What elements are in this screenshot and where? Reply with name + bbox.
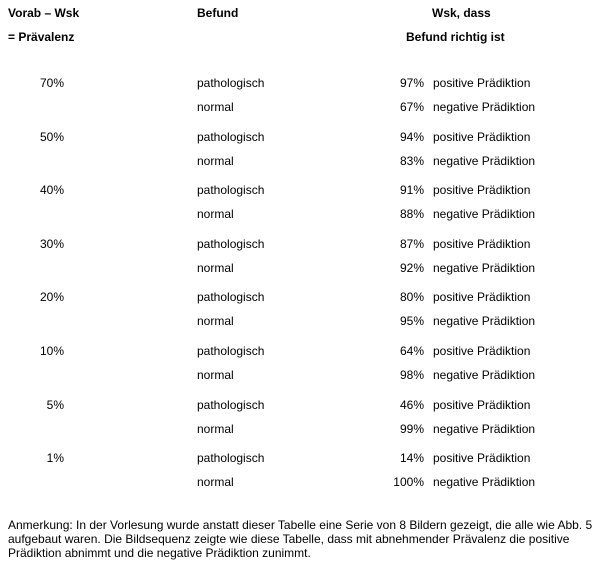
predictive-value: 87%: [399, 237, 424, 251]
finding-label: pathologisch: [197, 76, 265, 90]
prediction-type: negative Prädiktion: [433, 475, 536, 489]
prevalence-value: 5%: [46, 398, 64, 412]
finding-label: pathologisch: [197, 183, 265, 197]
prevalence-header-line1: Vorab – Wsk: [8, 6, 80, 20]
finding-label: normal: [197, 475, 234, 489]
prediction-type: negative Prädiktion: [433, 314, 536, 328]
annotation-note: Anmerkung: In der Vorlesung wurde anstatt dieser Tabelle eine Serie von 8 Bildern gezeigt, die alle wie Abb. 5 aufgebaut waren. Die Bildsequenz zeigte wie diese Tabelle, dass mit abnehmender Prävalenz die positive Prädiktion abnimmt und die negative Prädiktion zunimmt.: [8, 518, 593, 560]
prevalence-header-line2: = Prävalenz: [8, 30, 75, 44]
prevalence-value: 1%: [46, 451, 64, 465]
prediction-type: negative Prädiktion: [433, 422, 536, 436]
finding-label: normal: [197, 100, 234, 114]
prediction-type: positive Prädiktion: [433, 451, 531, 465]
probability-header-line2: Befund richtig ist: [406, 30, 505, 44]
prevalence-value: 50%: [39, 130, 64, 144]
prevalence-value: 70%: [39, 76, 64, 90]
predictive-value: 14%: [399, 451, 424, 465]
finding-label: normal: [197, 314, 234, 328]
finding-label: pathologisch: [197, 451, 265, 465]
finding-header: Befund: [197, 6, 239, 20]
predictive-value: 92%: [399, 261, 424, 275]
finding-label: pathologisch: [197, 290, 265, 304]
prediction-type: negative Prädiktion: [433, 207, 536, 221]
prediction-type: positive Prädiktion: [433, 398, 531, 412]
predictive-value: 88%: [399, 207, 424, 221]
predictive-value: 46%: [399, 398, 424, 412]
predictive-value: 94%: [399, 130, 424, 144]
prediction-type: negative Prädiktion: [433, 261, 536, 275]
predictive-value: 98%: [399, 368, 424, 382]
prevalence-value: 30%: [39, 237, 64, 251]
prediction-type: positive Prädiktion: [433, 344, 531, 358]
prediction-type: positive Prädiktion: [433, 290, 531, 304]
predictive-value: 100%: [393, 475, 424, 489]
finding-label: normal: [197, 368, 234, 382]
predictive-value: 91%: [399, 183, 424, 197]
prevalence-value: 20%: [39, 290, 64, 304]
prediction-type: negative Prädiktion: [433, 368, 536, 382]
predictive-value: 80%: [399, 290, 424, 304]
finding-label: normal: [197, 154, 234, 168]
prediction-type: positive Prädiktion: [433, 76, 531, 90]
predictive-value: 97%: [399, 76, 424, 90]
probability-header-line1: Wsk, dass: [432, 6, 491, 20]
predictive-value: 67%: [399, 100, 424, 114]
finding-label: pathologisch: [197, 398, 265, 412]
prevalence-value: 40%: [39, 183, 64, 197]
predictive-value: 83%: [399, 154, 424, 168]
predictive-value: 64%: [399, 344, 424, 358]
prevalence-value: 10%: [39, 344, 64, 358]
finding-label: pathologisch: [197, 237, 265, 251]
prediction-type: negative Prädiktion: [433, 100, 536, 114]
prediction-type: positive Prädiktion: [433, 183, 531, 197]
prediction-type: positive Prädiktion: [433, 130, 531, 144]
prediction-type: negative Prädiktion: [433, 154, 536, 168]
finding-label: normal: [197, 261, 234, 275]
prediction-type: positive Prädiktion: [433, 237, 531, 251]
finding-label: pathologisch: [197, 130, 265, 144]
finding-label: normal: [197, 422, 234, 436]
finding-label: normal: [197, 207, 234, 221]
finding-label: pathologisch: [197, 344, 265, 358]
predictive-value: 99%: [399, 422, 424, 436]
predictive-value: 95%: [399, 314, 424, 328]
